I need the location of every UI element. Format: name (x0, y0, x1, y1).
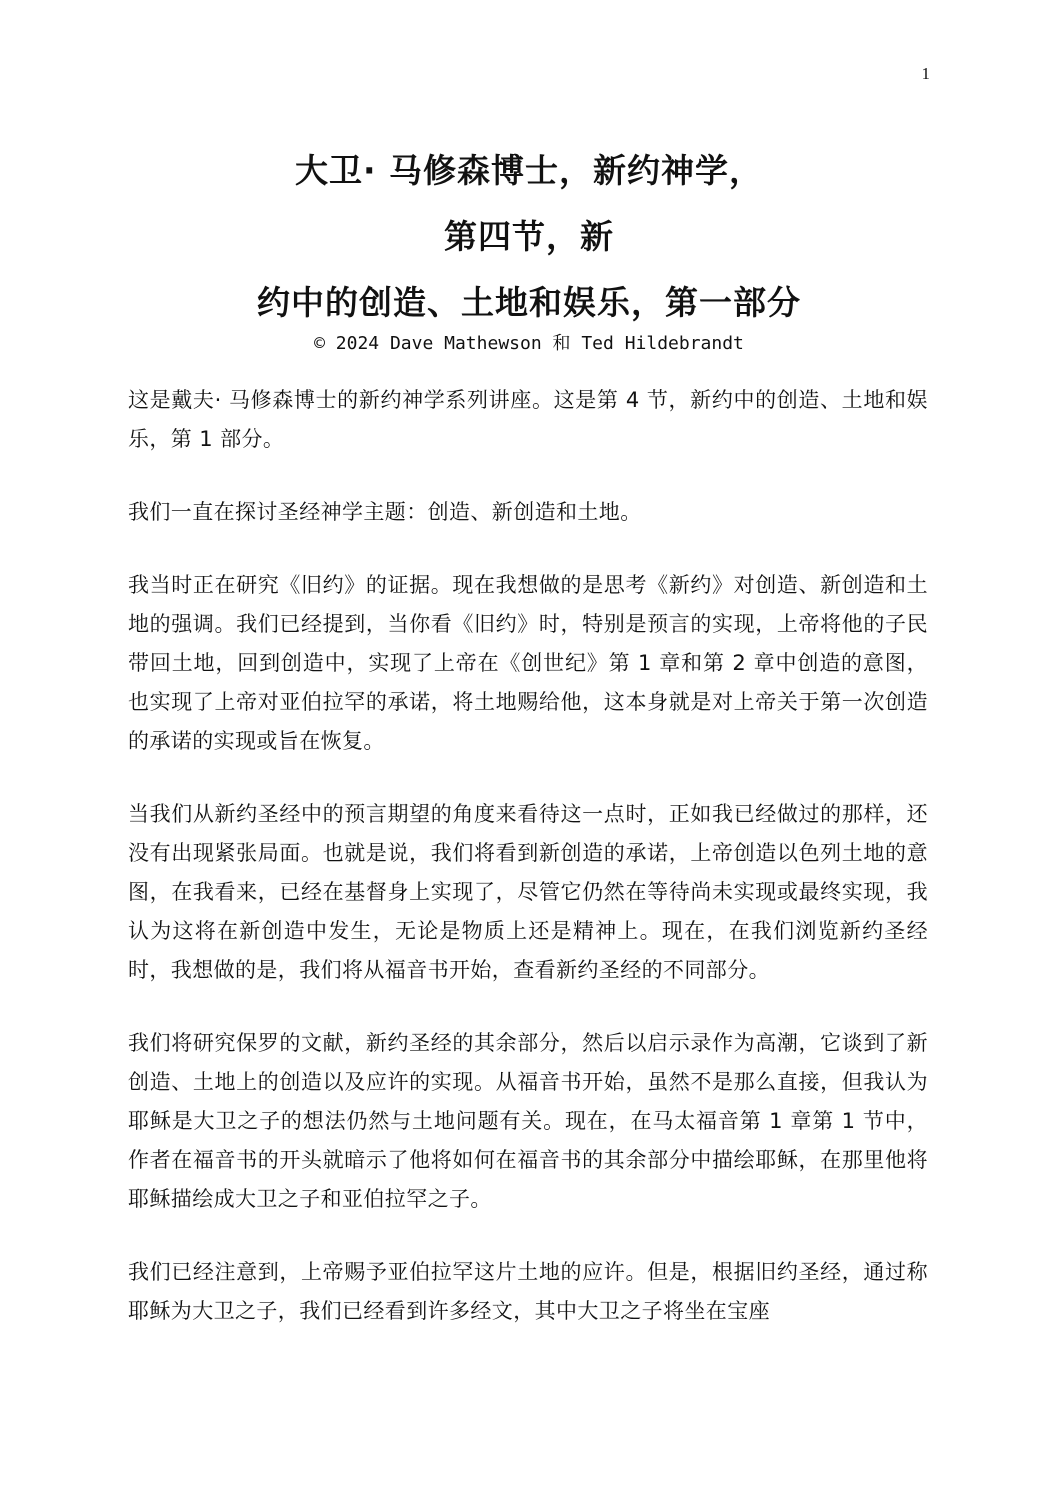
paragraph-6: 我们已经注意到，上帝赐予亚伯拉罕这片土地的应许。但是，根据旧约圣经，通过称耶稣为大卫之子，我们已经看到许多经文，其中大卫之子将坐在宝座 (128, 1260, 928, 1323)
title-line-3: 约中的创造、土地和娱乐，第一部分 (257, 283, 801, 322)
paragraph-2: 我们一直在探讨圣经神学主题：创造、新创造和土地。 (128, 500, 642, 524)
title-line-2: 第四节，新 (444, 217, 614, 256)
copyright-line: © 2024 Dave Mathewson 和 Ted Hildebrandt (314, 333, 744, 354)
title-line-1: 大卫· 马修森博士，新约神学， (294, 151, 764, 190)
document-header (0, 138, 1058, 356)
body-text (128, 381, 928, 1365)
paragraph-3: 我当时正在研究《旧约》的证据。现在我想做的是思考《新约》对创造、新创造和土地的强调。我们已经提到，当你看《旧约》时，特别是预言的实现，上帝将他的子民带回土地，回到创造中，实现了上帝在《创世纪》第 1 章和第 2 章中创造的意图，也实现了上帝对亚伯拉罕的承诺，将土地赐给他，这本身就是对上帝关于第一次创造的承诺的实现或旨在恢复。 (128, 573, 928, 753)
paragraph-4: 当我们从新约圣经中的预言期望的角度来看待这一点时，正如我已经做过的那样，还没有出现紧张局面。也就是说，我们将看到新创造的承诺，上帝创造以色列土地的意图，在我看来，已经在基督身上实现了，尽管它仍然在等待尚未实现或最终实现，我认为这将在新创造中发生，无论是物质上还是精神上。现在，在我们浏览新约圣经时，我想做的是，我们将从福音书开始，查看新约圣经的不同部分。 (128, 802, 928, 982)
paragraph-1: 这是戴夫· 马修森博士的新约神学系列讲座。这是第 4 节，新约中的创造、土地和娱乐，第 1 部分。 (128, 388, 928, 451)
paragraph-5: 我们将研究保罗的文献，新约圣经的其余部分，然后以启示录作为高潮，它谈到了新创造、土地上的创造以及应许的实现。从福音书开始，虽然不是那么直接，但我认为耶稣是大卫之子的想法仍然与土地问题有关。现在，在马太福音第 1 章第 1 节中，作者在福音书的开头就暗示了他将如何在福音书的其余部分中描绘耶稣，在那里他将耶稣描绘成大卫之子和亚伯拉罕之子。 (128, 1031, 928, 1211)
page-number: 1 (921, 64, 930, 83)
